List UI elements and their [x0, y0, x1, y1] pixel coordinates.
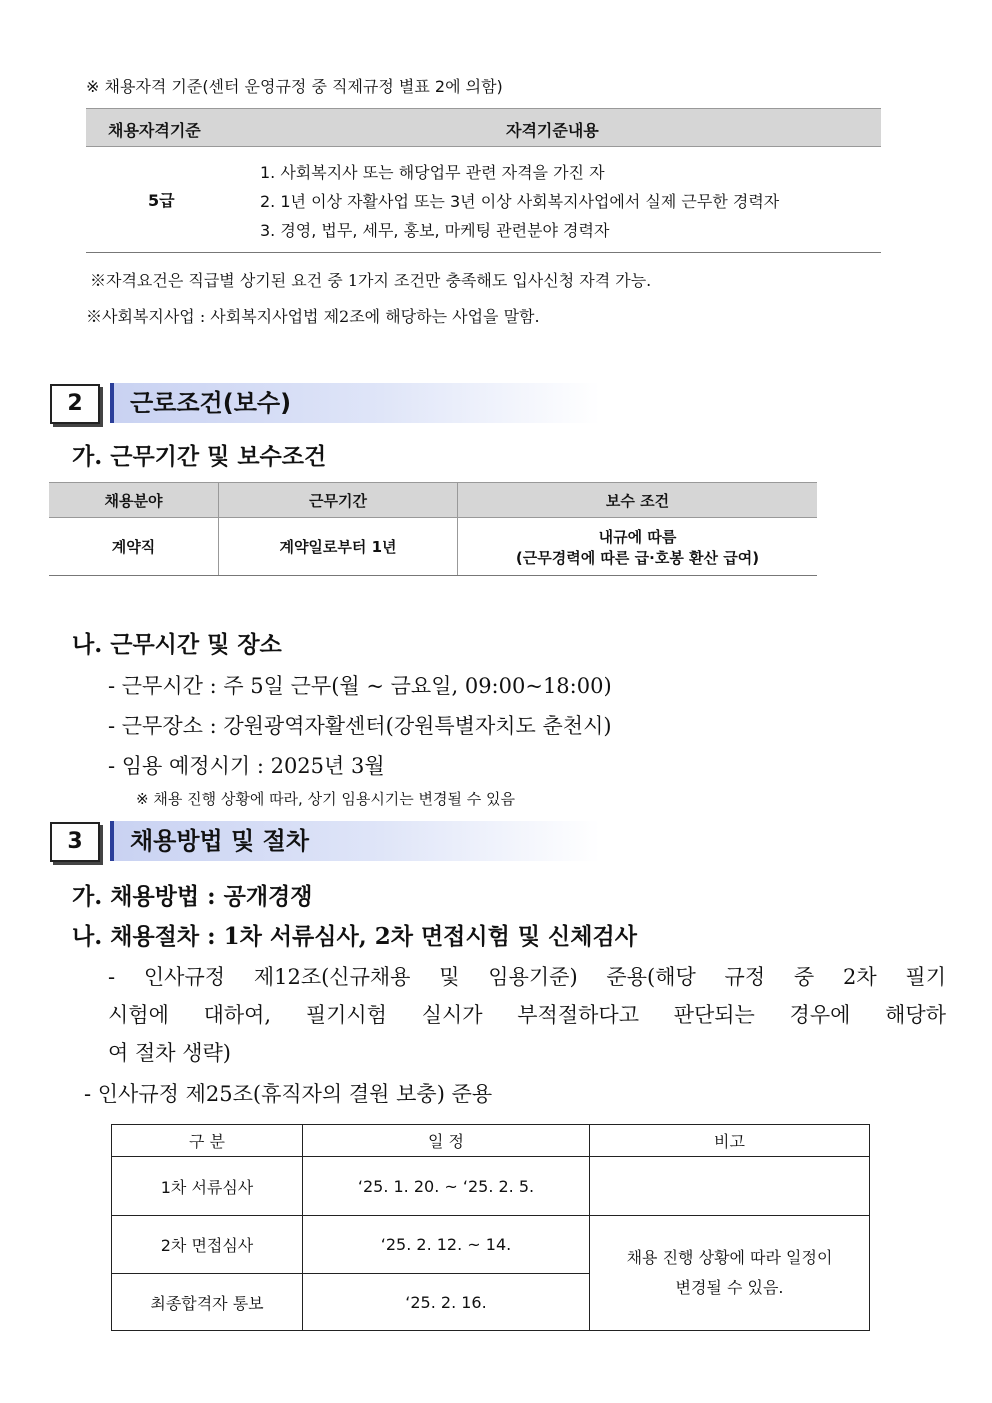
work-condition-table: [49, 482, 817, 576]
work-hours: - 근무시간 : 주 5일 근무(월 ~ 금요일, 09:00~18:00): [108, 674, 612, 698]
qualification-note-1: ※자격요건은 직급별 상기된 요건 중 1가지 조건만 충족해도 입사신청 자격 가능.: [90, 271, 652, 290]
section-3-title: 채용방법 및 절차: [110, 821, 600, 861]
work-pay-line2: (근무경력에 따른 급·호봉 환산 급여): [515, 548, 760, 567]
qualification-header-grade: 채용자격기준: [108, 121, 201, 140]
schedule-header-row: [112, 1125, 870, 1157]
work-pay-line1: 내규에 따름: [598, 527, 677, 546]
schedule-header-date: 일 정: [303, 1125, 590, 1157]
qualification-note-title: ※ 채용자격 기준(센터 운영규정 중 직제규정 별표 2에 의함): [86, 77, 503, 96]
schedule-remark-line1: 채용 진행 상황에 따라 일정이: [626, 1248, 833, 1267]
appointment-date: - 임용 예정시기 : 2025년 3월: [108, 754, 385, 778]
section-2-title: 근로조건(보수): [110, 383, 600, 423]
work-table-row: [49, 518, 817, 576]
work-pay: [458, 518, 818, 576]
criteria-item: 3. 경영, 법무, 세무, 홍보, 마케팅 관련분야 경력자: [260, 221, 610, 240]
section-2-number: 2: [50, 384, 100, 424]
appointment-note: ※ 채용 진행 상황에 따라, 상기 임용시기는 변경될 수 있음: [136, 790, 516, 808]
schedule-header-stage: 구 분: [112, 1125, 303, 1157]
schedule-date: ‘25. 1. 20. ~ ‘25. 2. 5.: [303, 1157, 590, 1216]
rule-1-line2: 시험에 대하여, 필기시험 실시가 부적절하다고 판단되는 경우에 해당하: [108, 1003, 946, 1027]
criteria-item: 2. 1년 이상 자활사업 또는 3년 이상 사회복지사업에서 실제 근무한 경력자: [260, 192, 780, 211]
schedule-row: [112, 1157, 870, 1216]
rule-1-line1: - 인사규정 제12조(신규채용 및 임용기준) 준용(해당 규정 중 2차 필기: [108, 965, 946, 989]
schedule-date: ‘25. 2. 16.: [303, 1274, 590, 1331]
work-period: 계약일로부터 1년: [219, 518, 458, 576]
rule-1-line3: 여 절차 생략): [108, 1041, 231, 1065]
qualification-table-bottom: [86, 252, 881, 253]
work-header-field: 채용분야: [49, 483, 219, 518]
work-header-period: 근무기간: [219, 483, 458, 518]
qualification-table-header: [86, 108, 881, 147]
qualification-criteria: [260, 158, 779, 245]
section-2-sub-b: 나. 근무시간 및 장소: [72, 631, 282, 658]
rule-1: [108, 958, 946, 1072]
schedule-stage: 2차 면접심사: [112, 1216, 303, 1274]
schedule-row: [112, 1216, 870, 1274]
qualification-header-content: 자격기준내용: [506, 121, 599, 140]
section-2-sub-a: 가. 근무기간 및 보수조건: [72, 443, 327, 470]
work-detail-list: [108, 666, 612, 786]
criteria-item: 1. 사회복지사 또는 해당업무 관련 자격을 가진 자: [260, 163, 605, 182]
work-place: - 근무장소 : 강원광역자활센터(강원특별자치도 춘천시): [108, 714, 612, 738]
schedule-stage: 1차 서류심사: [112, 1157, 303, 1216]
work-header-pay: 보수 조건: [458, 483, 818, 518]
work-table-header-row: [49, 483, 817, 518]
schedule-date: ‘25. 2. 12. ~ 14.: [303, 1216, 590, 1274]
schedule-remark: [590, 1216, 870, 1331]
rule-2: - 인사규정 제25조(휴직자의 결원 보충) 준용: [84, 1082, 493, 1106]
recruit-method: 가. 채용방법 : 공개경쟁: [72, 883, 313, 910]
schedule-header-remark: 비고: [590, 1125, 870, 1157]
schedule-stage: 최종합격자 통보: [112, 1274, 303, 1331]
schedule-remark-line2: 변경될 수 있음.: [675, 1278, 784, 1297]
section-3-number: 3: [50, 822, 100, 862]
qualification-grade: 5급: [148, 191, 175, 210]
recruit-procedure: 나. 채용절차 : 1차 서류심사, 2차 면접시험 및 신체검사: [72, 923, 637, 950]
schedule-remark-empty: [590, 1157, 870, 1216]
work-field: 계약직: [49, 518, 219, 576]
qualification-note-2: ※사회복지사업 : 사회복지사업법 제2조에 해당하는 사업을 말함.: [86, 307, 540, 326]
schedule-table: [111, 1124, 870, 1331]
